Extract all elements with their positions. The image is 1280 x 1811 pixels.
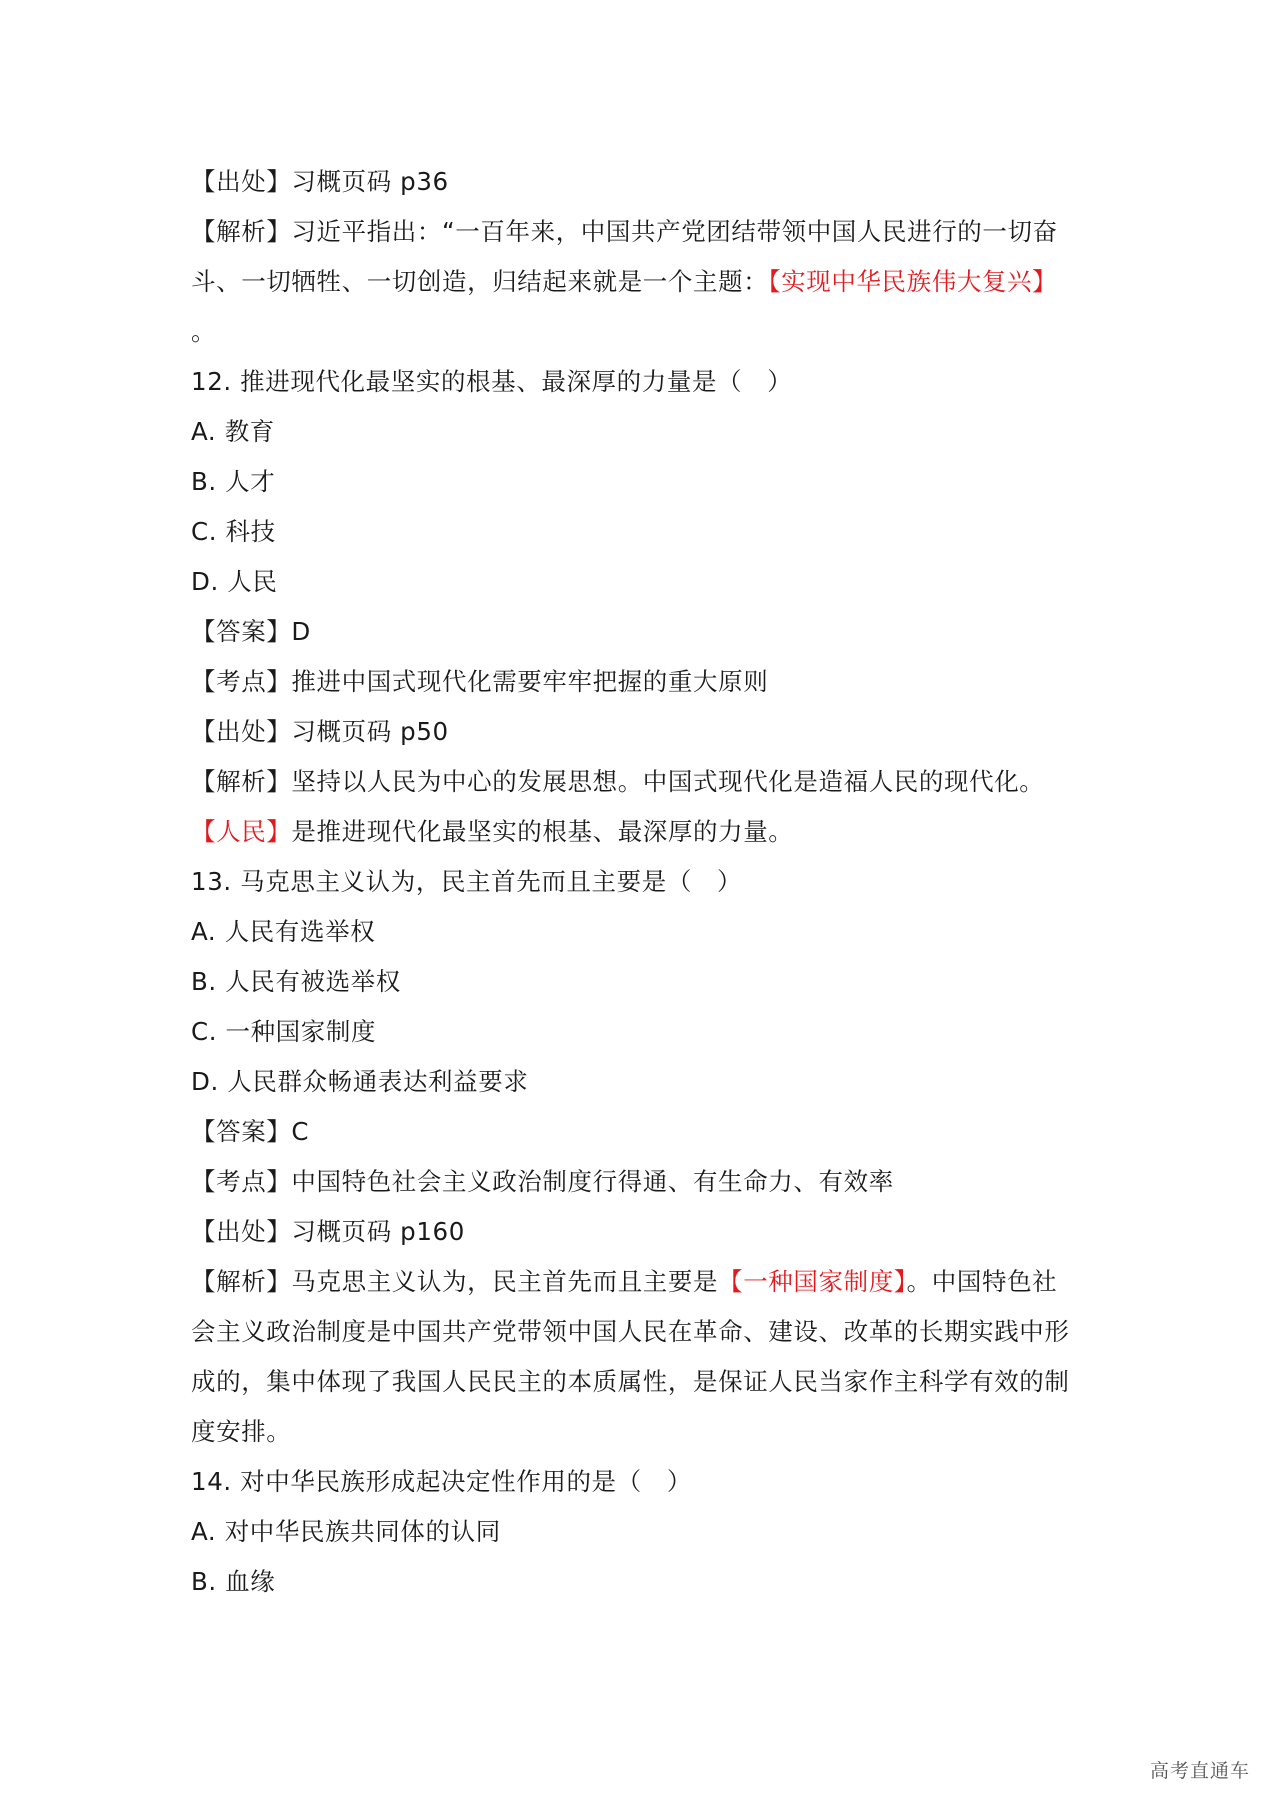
- analysis-line: [191, 1260, 1057, 1304]
- analysis-line: [191, 260, 1057, 304]
- point-line: 【考点】推进中国式现代化需要牢牢把握的重大原则: [191, 667, 769, 696]
- option-c: C. 科技: [191, 517, 276, 546]
- analysis-line: [191, 810, 793, 854]
- option-b: B. 人才: [191, 467, 276, 496]
- highlight-answer: 【人民】: [191, 817, 292, 846]
- analysis-line: 【解析】习近平指出：“一百年来，中国共产党团结带领中国人民进行的一切奋: [191, 217, 1058, 246]
- source-line: 【出处】习概页码 p160: [191, 1217, 465, 1246]
- analysis-line: 度安排。: [191, 1417, 292, 1446]
- analysis-line: 【解析】坚持以人民为中心的发展思想。中国式现代化是造福人民的现代化。: [191, 767, 1045, 796]
- analysis-line: 。: [191, 317, 217, 346]
- watermark-text: 高考直通车: [1149, 1760, 1250, 1782]
- analysis-text: 。中国特色社: [906, 1267, 1058, 1296]
- analysis-text: 【解析】马克思主义认为，民主首先而且主要是: [191, 1267, 719, 1296]
- option-b: B. 人民有被选举权: [191, 967, 401, 996]
- answer-line: 【答案】C: [191, 1117, 310, 1146]
- option-b: B. 血缘: [191, 1567, 276, 1596]
- option-d: D. 人民: [191, 567, 278, 596]
- point-line: 【考点】中国特色社会主义政治制度行得通、有生命力、有效率: [191, 1167, 894, 1196]
- highlight-answer: 【实现中华民族伟大复兴】: [768, 267, 1058, 296]
- analysis-text: 是推进现代化最坚实的根基、最深厚的力量。: [291, 817, 794, 846]
- highlight-answer: 【一种国家制度】: [718, 1267, 907, 1296]
- question-stem: 12. 推进现代化最坚实的根基、最深厚的力量是（ ）: [191, 367, 793, 396]
- analysis-line: 会主义政治制度是中国共产党带领中国人民在革命、建设、改革的长期实践中形: [191, 1317, 1070, 1346]
- option-c: C. 一种国家制度: [191, 1017, 377, 1046]
- option-d: D. 人民群众畅通表达利益要求: [191, 1067, 529, 1096]
- question-stem: 14. 对中华民族形成起决定性作用的是（ ）: [191, 1467, 692, 1496]
- option-a: A. 人民有选举权: [191, 917, 376, 946]
- option-a: A. 对中华民族共同体的认同: [191, 1517, 501, 1546]
- question-stem: 13. 马克思主义认为，民主首先而且主要是（ ）: [191, 867, 743, 896]
- source-line: 【出处】习概页码 p50: [191, 717, 449, 746]
- source-line: 【出处】习概页码 p36: [191, 167, 449, 196]
- analysis-line: 成的，集中体现了我国人民民主的本质属性，是保证人民当家作主科学有效的制: [191, 1367, 1070, 1396]
- analysis-text: 斗、一切牺牲、一切创造，归结起来就是一个主题：: [191, 267, 769, 296]
- answer-line: 【答案】D: [191, 617, 311, 646]
- option-a: A. 教育: [191, 417, 275, 446]
